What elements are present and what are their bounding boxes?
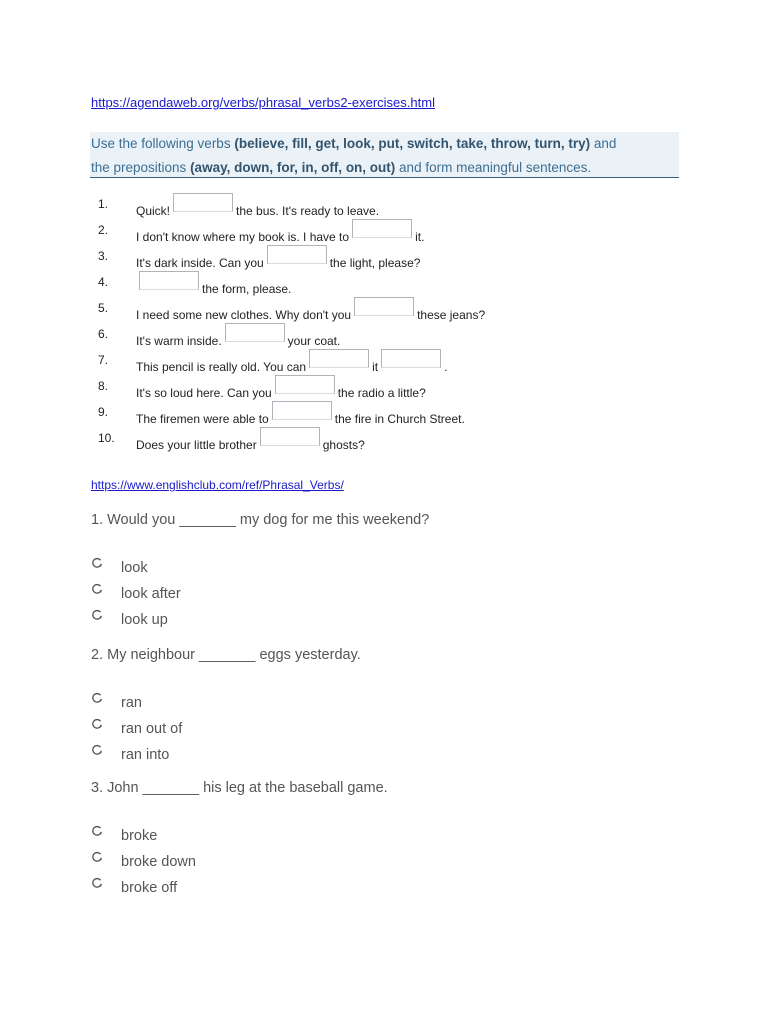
answer-input[interactable] [139,271,199,290]
instr-line2-prefix: the prepositions [91,160,191,175]
exercise-text-after: these jeans? [417,308,486,322]
instr-line1-suffix: and [590,136,617,151]
exercise-text-after: it. [415,230,425,244]
exercise-text-middle: it [372,360,379,374]
exercise-text-after: the form, please. [202,282,292,296]
answer-input[interactable] [354,297,414,316]
exercise-text-after: the light, please? [329,256,421,270]
quiz-option-label: ran into [121,747,170,763]
answer-input[interactable] [267,245,327,264]
englishclub-link[interactable]: https://www.englishclub.com/ref/Phrasal_Verbs/ [91,478,344,492]
exercise-text-after: the bus. It's ready to leave. [236,204,380,218]
quiz-question: 2. My neighbour _______ eggs yesterday. [91,647,361,663]
answer-input[interactable] [272,401,332,420]
exercise-text-after: . [444,360,448,374]
quiz-option-label: broke [121,828,158,844]
exercise-number: 2. [98,223,109,237]
instr-line1-prefix: Use the following verbs [91,136,235,151]
exercise-sentence [136,297,485,326]
quiz-option-label: look [121,560,148,576]
quiz-question: 3. John _______ his leg at the baseball game. [91,780,388,796]
exercise-number: 9. [98,405,109,419]
agendaweb-link[interactable]: https://agendaweb.org/verbs/phrasal_verbs2-exercises.html [91,95,435,110]
exercise-text-before: It's dark inside. Can you [136,256,264,270]
exercise-text-after: your coat. [287,334,341,348]
quiz-option-label: ran out of [121,721,183,737]
exercise-text-before: It's warm inside. [136,334,222,348]
exercise-sentence [136,271,291,300]
quiz-option-label: ran [121,695,142,711]
radio-button-icon[interactable] [91,874,101,884]
exercise-number: 7. [98,353,109,367]
radio-button-icon[interactable] [91,822,101,832]
exercise-number: 3. [98,249,109,263]
exercise-text-before: The firemen were able to [136,412,269,426]
exercise-text-before: Does your little brother [136,438,257,452]
radio-button-icon[interactable] [91,689,101,699]
answer-input[interactable] [309,349,369,368]
quiz-option-label: look after [121,586,181,602]
exercise-number: 5. [98,301,109,315]
instr-line2-suffix: and form meaningful sentences. [395,160,592,175]
exercise-text-before: I need some new clothes. Why don't you [136,308,352,322]
exercise-sentence [136,193,379,222]
instr-prepositions: (away, down, for, in, off, on, out) [190,160,396,175]
quiz-option-label: look up [121,612,168,628]
exercise-text-before: I don't know where my book is. I have to [136,230,350,244]
answer-input[interactable] [352,219,412,238]
quiz-option-label: broke down [121,854,196,870]
exercise-text-after: ghosts? [322,438,365,452]
exercise-sentence [136,401,465,430]
answer-input[interactable] [275,375,335,394]
quiz-option-label: broke off [121,880,178,896]
answer-input[interactable] [225,323,285,342]
quiz-question: 1. Would you _______ my dog for me this weekend? [91,512,430,528]
exercise-number: 6. [98,327,109,341]
exercise-sentence [136,349,447,378]
exercise-sentence [136,219,424,248]
exercise-number: 4. [98,275,109,289]
exercise-text-after: the radio a little? [337,386,426,400]
exercise-sentence [136,375,426,404]
radio-button-icon[interactable] [91,715,101,725]
exercise-sentence [136,245,420,274]
exercise-number: 8. [98,379,109,393]
radio-button-icon[interactable] [91,580,101,590]
answer-input[interactable] [381,349,441,368]
radio-button-icon[interactable] [91,554,101,564]
exercise-number: 1. [98,197,109,211]
radio-button-icon[interactable] [91,741,101,751]
exercise-sentence [136,323,340,352]
exercise-sentence [136,427,365,456]
exercise-number: 10. [98,431,115,445]
instructions-box [90,132,679,178]
exercise-text-after: the fire in Church Street. [334,412,465,426]
answer-input[interactable] [173,193,233,212]
answer-input[interactable] [260,427,320,446]
radio-button-icon[interactable] [91,848,101,858]
radio-button-icon[interactable] [91,606,101,616]
instr-verbs: (believe, fill, get, look, put, switch, take, throw, turn, try) [234,136,591,151]
exercise-text-before: It's so loud here. Can you [136,386,272,400]
exercise-text-before: This pencil is really old. You can [136,360,307,374]
exercise-text-before: Quick! [136,204,171,218]
